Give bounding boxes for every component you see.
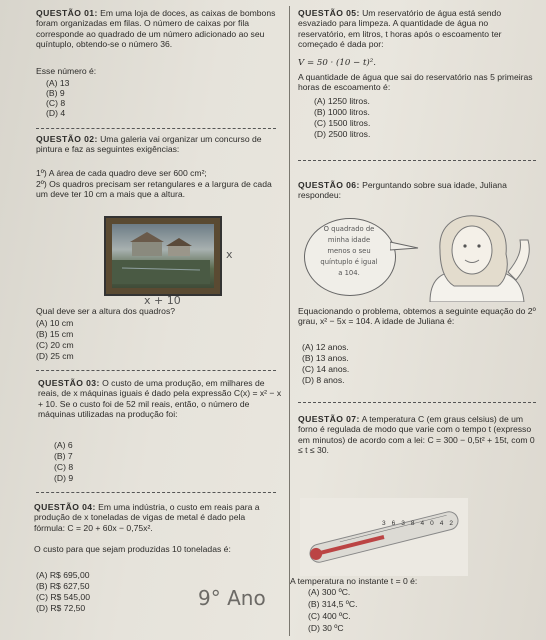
question-2-option-a: (A) 10 cm <box>36 318 74 328</box>
question-1-prompt: Esse número é: <box>36 66 97 76</box>
bubble-line-1: O quadrado de <box>323 225 375 233</box>
question-1-option-c: (C) 8 <box>46 98 66 108</box>
grade-watermark: 9° Ano <box>198 586 266 610</box>
question-2-option-b: (B) 15 cm <box>36 329 74 339</box>
question-2-prompt: Qual deve ser a altura dos quadros? <box>36 306 176 316</box>
bubble-line-2: minha idade <box>327 236 371 244</box>
question-7-title: QUESTÃO 07: <box>298 414 360 424</box>
bubble-line-4: quíntuplo é igual <box>320 258 378 266</box>
question-4-option-b: (B) R$ 627,50 <box>36 581 90 591</box>
question-1-title: QUESTÃO 01: <box>36 8 98 18</box>
question-6-text <box>298 180 538 201</box>
bubble-line-5: a 104. <box>338 269 360 277</box>
column-divider <box>289 6 290 636</box>
separator <box>36 370 276 371</box>
question-6-option-b: (B) 13 anos. <box>302 353 349 363</box>
question-4-prompt: O custo para que sejam produzidas 10 toneladas é: <box>34 544 231 554</box>
separator <box>36 492 276 493</box>
question-4-title: QUESTÃO 04: <box>34 502 96 512</box>
question-5-text <box>298 8 538 50</box>
question-1-option-a: (A) 13 <box>46 78 70 88</box>
question-7-prompt: A temperatura no instante t = 0 é: <box>290 576 418 586</box>
question-5-body: Um reservatório de água está sendo esvaziado para limpeza. A quantidade de água no reservatório, em litros, t horas após o escoamento ter começado é dada por: <box>298 8 502 50</box>
question-2-text <box>36 134 280 155</box>
question-4-option-d: (D) R$ 72,50 <box>36 603 86 613</box>
thermo-label-40: 40 <box>420 520 440 527</box>
question-7-body: A temperatura C (em graus celsius) de um forno é regulada de modo que varie com o tempo t (expresso em minutos) de acordo com a lei: C = 300 − 0,5t² + 15t, com 0 ≤ t ≤ 30. <box>298 414 535 456</box>
separator <box>298 160 536 161</box>
question-7-text <box>298 414 538 456</box>
question-3-title: QUESTÃO 03: <box>38 378 100 388</box>
speech-bubble-text <box>306 224 392 279</box>
question-6-title: QUESTÃO 06: <box>298 180 360 190</box>
question-3-text <box>38 378 282 420</box>
question-2-rule-1: 1º) A área de cada quadro deve ser 600 cm²; <box>36 168 207 178</box>
question-7-option-a: (A) 300 ºC. <box>308 587 351 597</box>
thermo-label-42: 42 <box>439 520 459 527</box>
thermometer-image <box>300 498 468 576</box>
question-6-body: Perguntando sobre sua idade, Juliana respondeu: <box>298 180 507 201</box>
question-1-text <box>36 8 280 50</box>
question-5-prompt: A quantidade de água que sai do reservatório nas 5 primeiras horas de escoamento é: <box>298 72 533 93</box>
question-7-option-b: (B) 314,5 ºC. <box>308 599 358 609</box>
question-6-option-c: (C) 14 anos. <box>302 364 350 374</box>
thermometer-scale <box>382 520 459 527</box>
question-5-formula: V = 50 · (10 − t)². <box>298 58 376 68</box>
question-5-option-d: (D) 2500 litros. <box>314 129 371 139</box>
question-3-body: O custo de uma produção, em milhares de reais, de x máquinas iguais é dado pela expressão C(x) = x² − x + 10. Se o custo foi de 52 mil reais, então, o número de máquinas utilizadas na produção foi: <box>38 378 282 420</box>
handwritten-x: x <box>226 248 233 261</box>
separator <box>298 402 536 403</box>
painting-image <box>104 216 222 296</box>
question-3-option-b: (B) 7 <box>54 451 73 461</box>
question-6-equation-text: Equacionando o problema, obtemos a seguinte equação do 2º grau, x² − 5x = 104. A idade de Juliana é: <box>298 306 536 327</box>
question-4-option-c: (C) R$ 545,00 <box>36 592 90 602</box>
question-6-option-d: (D) 8 anos. <box>302 375 345 385</box>
question-2-body: Uma galeria vai organizar um concurso de pintura e faz as seguintes exigências: <box>36 134 262 155</box>
separator <box>36 128 276 129</box>
question-2-rule-2: 2º) Os quadros precisam ser retangulares e a largura de cada um deve ter 10 cm a mais que a altura. <box>36 179 272 200</box>
question-2-option-c: (C) 20 cm <box>36 340 74 350</box>
question-7-option-d: (D) 30 ºC <box>308 623 344 633</box>
girl-illustration <box>410 210 540 302</box>
question-5-option-a: (A) 1250 litros. <box>314 96 370 106</box>
question-6-option-a: (A) 12 anos. <box>302 342 349 352</box>
question-1-option-b: (B) 9 <box>46 88 65 98</box>
question-3-option-a: (A) 6 <box>54 440 73 450</box>
question-3-option-d: (D) 9 <box>54 473 74 483</box>
question-7-option-c: (C) 400 ºC. <box>308 611 351 621</box>
thermo-label-36: 36 <box>382 520 402 527</box>
question-4-body: Em uma indústria, o custo em reais para a produção de x toneladas de vigas de metal é dado pela fórmula: C = 20 + 60x − 0,75x². <box>34 502 260 533</box>
question-5-title: QUESTÃO 05: <box>298 8 360 18</box>
question-4-option-a: (A) R$ 695,00 <box>36 570 90 580</box>
question-2-title: QUESTÃO 02: <box>36 134 98 144</box>
question-1-body: Em uma loja de doces, as caixas de bombons foram organizadas em filas. O número de caixas por fila corresponde ao quadrado de um número adicionado ao seu quíntuplo, obtendo-se o número 36. <box>36 8 276 50</box>
handwritten-x-plus-10: x + 10 <box>144 294 181 307</box>
question-3-option-c: (C) 8 <box>54 462 74 472</box>
question-4-text <box>34 502 278 533</box>
question-1-option-d: (D) 4 <box>46 108 66 118</box>
question-2-option-d: (D) 25 cm <box>36 351 74 361</box>
thermo-label-38: 38 <box>401 520 421 527</box>
question-5-option-c: (C) 1500 litros. <box>314 118 371 128</box>
question-5-option-b: (B) 1000 litros. <box>314 107 370 117</box>
bubble-line-3: menos o seu <box>327 247 371 255</box>
